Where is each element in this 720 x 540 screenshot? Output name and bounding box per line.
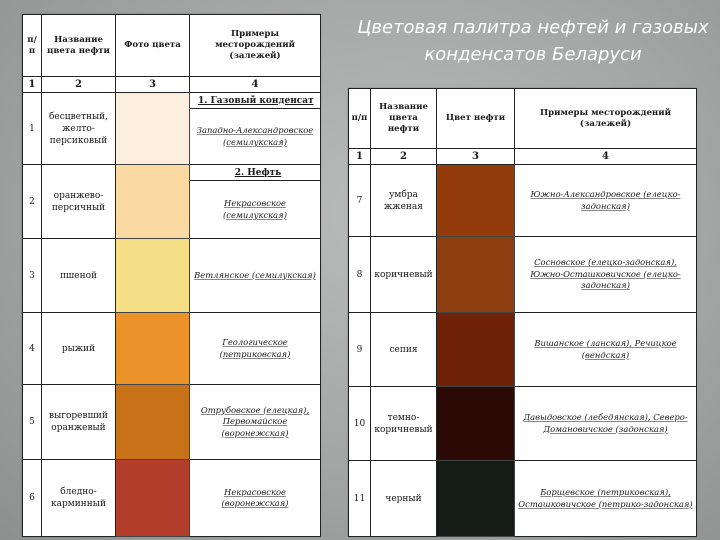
row-num: 8 [349,237,371,313]
header-photo: Цвет нефти [437,89,515,149]
left-header-row [23,15,321,77]
row-num: 5 [23,385,42,460]
col-number: 2 [371,149,437,165]
row-fields: Некрасовское (семилукская) [190,181,321,239]
row-color-name: сепия [371,313,437,387]
table-row [23,165,321,181]
row-color-name: умбра жженая [371,165,437,237]
table-row [349,461,697,537]
row-fields: Борщевское (петриковская), Осташковичское (петрико-задонская) [515,461,697,537]
col-number: 4 [515,149,697,165]
col-number: 3 [437,149,515,165]
col-number: 3 [116,77,190,93]
color-swatch [116,313,190,385]
slide-title: Цветовая палитра нефтей и газовых конденсатов Беларуси [357,17,709,65]
row-fields: Ветлянское (семилукская) [190,239,321,313]
right-table-scan [348,88,696,536]
row-num: 4 [23,313,42,385]
row-num: 9 [349,313,371,387]
row-num: 11 [349,461,371,537]
row-num: 7 [349,165,371,237]
row-color-name: рыжий [42,313,116,385]
header-color-name: Название цвета нефти [371,89,437,149]
table-row [349,165,697,237]
col-number: 2 [42,77,116,93]
left-table-scan [22,14,320,536]
row-num: 10 [349,387,371,461]
table-row [349,387,697,461]
row-color-name: бесцветный, желто-персиковый [42,93,116,165]
color-swatch [116,239,190,313]
section-oil: 2. Нефть [190,165,321,181]
color-swatch [437,387,515,461]
row-color-name: черный [371,461,437,537]
col-number: 1 [349,149,371,165]
color-swatch [116,460,190,537]
header-fields: Примеры месторождений (залежей) [190,15,321,77]
row-fields: Вишанское (ланская), Речицкое (вендская) [515,313,697,387]
row-fields: Некрасовское (воронежская) [190,460,321,537]
row-fields: Отрубовское (елецкая), Первомайское (воронежская) [190,385,321,460]
col-number: 4 [190,77,321,93]
color-swatch [437,165,515,237]
row-color-name: оранжево-персичный [42,165,116,239]
table-row [349,237,697,313]
section-gas-condensate: 1. Газовый конденсат [190,93,321,109]
color-swatch [116,385,190,460]
row-color-name: темно-коричневый [371,387,437,461]
table-row [23,93,321,109]
table-row [23,239,321,313]
row-color-name: выгоревший оранжевый [42,385,116,460]
row-num: 3 [23,239,42,313]
table-row [23,460,321,537]
header-fields: Примеры месторождений (залежей) [515,89,697,149]
row-fields: Геологическое (петриковская) [190,313,321,385]
table-row [23,313,321,385]
color-swatch [437,313,515,387]
row-fields: Давыдовское (лебедянская), Северо-Домановичское (задонская) [515,387,697,461]
right-col-number-row [349,149,697,165]
row-color-name: коричневый [371,237,437,313]
row-num: 2 [23,165,42,239]
color-swatch [116,93,190,165]
row-fields: Западно-Александровское (семилукская) [190,109,321,165]
left-col-number-row [23,77,321,93]
col-number: 1 [23,77,42,93]
row-color-name: пшеной [42,239,116,313]
table-row [349,313,697,387]
header-num: п/п [349,89,371,149]
row-color-name: бледно-карминный [42,460,116,537]
row-fields: Сосновское (елецко-задонская), Южно-Осташковичское (елецко-задонская) [515,237,697,313]
right-header-row [349,89,697,149]
left-color-table [22,14,321,537]
color-swatch [437,237,515,313]
header-num: п/п [23,15,42,77]
row-num: 6 [23,460,42,537]
color-swatch [116,165,190,239]
row-num: 1 [23,93,42,165]
row-fields: Южно-Александровское (елецко-задонская) [515,165,697,237]
header-color-name: Название цвета нефти [42,15,116,77]
table-row [23,385,321,460]
header-photo: Фото цвета [116,15,190,77]
right-color-table [348,88,697,537]
color-swatch [437,461,515,537]
